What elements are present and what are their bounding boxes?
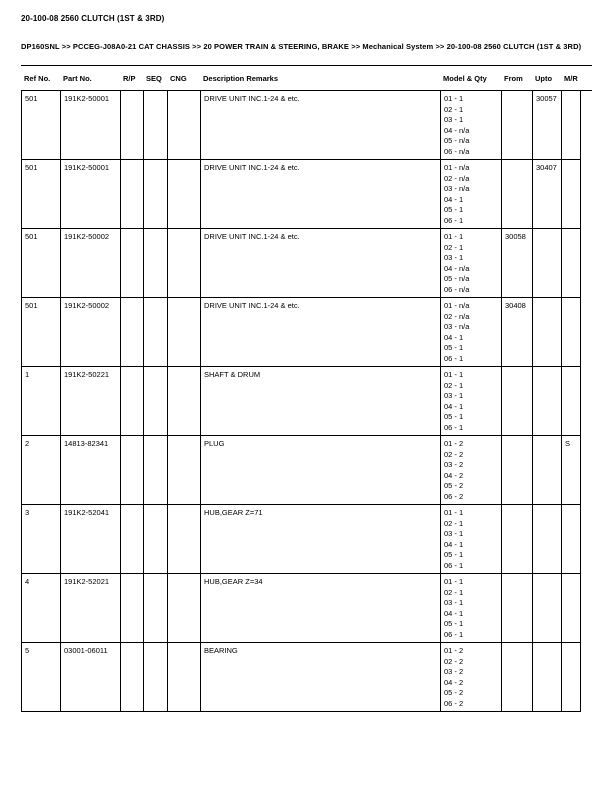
model-qty-line: 02 - n/a [444, 311, 470, 321]
part-no-cell: 03001-06011 [61, 643, 121, 712]
table-row [22, 643, 581, 712]
ref-no-cell: 501 [22, 229, 61, 298]
model-qty-line: 02 - 1 [444, 587, 464, 597]
description-cell: DRIVE UNIT INC.1-24 & etc. [201, 229, 441, 298]
model-qty-line: 03 - 1 [444, 253, 464, 262]
model-qty-line: 04 - 2 [444, 470, 464, 480]
upto-cell [533, 574, 562, 643]
model-qty-line: 05 - 1 [444, 412, 464, 421]
rp-cell [121, 367, 144, 436]
model-qty-line: 03 - 1 [444, 115, 464, 124]
from-cell [502, 91, 533, 160]
model-qty-line: 03 - 1 [444, 529, 464, 538]
col-header-model-qty: Model & Qty [443, 73, 487, 83]
model-qty-line: 01 - 1 [444, 94, 464, 103]
model-qty-line: 05 - 1 [444, 205, 464, 214]
model-qty-line: 04 - 1 [444, 194, 464, 204]
table-row [22, 505, 581, 574]
table-row [22, 91, 581, 160]
from-cell: 30058 [502, 229, 533, 298]
model-qty-line: 05 - n/a [444, 274, 470, 283]
model-qty-line: 02 - 1 [444, 518, 464, 528]
seq-cell [144, 298, 168, 367]
rp-cell [121, 160, 144, 229]
col-header-from: From [504, 73, 523, 83]
description-cell: HUB,GEAR Z=34 [201, 574, 441, 643]
from-cell: 30408 [502, 298, 533, 367]
model-qty-line: 05 - 2 [444, 688, 464, 697]
mr-cell: S [562, 436, 581, 505]
model-qty-line: 05 - 1 [444, 343, 464, 352]
from-cell [502, 505, 533, 574]
part-no-cell: 191K2-50221 [61, 367, 121, 436]
model-qty-line: 05 - 1 [444, 619, 464, 628]
model-qty-cell [441, 505, 502, 574]
model-qty-line: 01 - n/a [444, 163, 470, 172]
model-qty-line: 01 - 2 [444, 439, 464, 448]
model-qty-line: 04 - 1 [444, 401, 464, 411]
mr-cell [562, 229, 581, 298]
mr-cell [562, 574, 581, 643]
col-header-rp: R/P [123, 73, 136, 83]
model-qty-line: 06 - 1 [444, 353, 464, 363]
mr-cell [562, 160, 581, 229]
part-no-cell: 191K2-50002 [61, 229, 121, 298]
cng-cell [168, 643, 201, 712]
col-header-description: Description Remarks [203, 73, 279, 83]
model-qty-line: 04 - n/a [444, 125, 470, 135]
ref-no-cell: 4 [22, 574, 61, 643]
part-no-cell: 14813-82341 [61, 436, 121, 505]
model-qty-line: 06 - 2 [444, 491, 464, 501]
seq-cell [144, 436, 168, 505]
rp-cell [121, 229, 144, 298]
model-qty-cell [441, 574, 502, 643]
breadcrumb: DP160SNL >> PCCEG-J08A0-21 CAT CHASSIS >> 20 POWER TRAIN & STEERING, BRAKE >> Mechanical System >> 20-100-08 2560 CLUTCH (1ST & 3RD) [21, 42, 582, 51]
model-qty-line: 04 - 1 [444, 539, 464, 549]
model-qty-cell [441, 229, 502, 298]
rp-cell [121, 574, 144, 643]
description-cell: PLUG [201, 436, 441, 505]
cng-cell [168, 436, 201, 505]
model-qty-cell [441, 160, 502, 229]
model-qty-line: 06 - 1 [444, 422, 464, 432]
model-qty-line: 03 - n/a [444, 184, 470, 193]
ref-no-cell: 3 [22, 505, 61, 574]
model-qty-line: 06 - 1 [444, 560, 464, 570]
model-qty-line: 03 - 2 [444, 667, 464, 676]
model-qty-line: 01 - n/a [444, 301, 470, 310]
from-cell [502, 436, 533, 505]
seq-cell [144, 367, 168, 436]
upto-cell [533, 367, 562, 436]
description-cell: DRIVE UNIT INC.1-24 & etc. [201, 160, 441, 229]
description-cell: SHAFT & DRUM [201, 367, 441, 436]
cng-cell [168, 160, 201, 229]
col-header-upto: Upto [535, 73, 553, 83]
seq-cell [144, 643, 168, 712]
model-qty-line: 03 - n/a [444, 322, 470, 331]
ref-no-cell: 501 [22, 298, 61, 367]
description-cell: BEARING [201, 643, 441, 712]
model-qty-line: 02 - 1 [444, 104, 464, 114]
part-no-cell: 191K2-50001 [61, 91, 121, 160]
cng-cell [168, 91, 201, 160]
description-cell: DRIVE UNIT INC.1-24 & etc. [201, 91, 441, 160]
page-title: 20-100-08 2560 CLUTCH (1ST & 3RD) [21, 14, 165, 23]
model-qty-line: 04 - 1 [444, 608, 464, 618]
model-qty-line: 01 - 1 [444, 577, 464, 586]
model-qty-cell [441, 643, 502, 712]
upto-cell [533, 505, 562, 574]
upto-cell [533, 298, 562, 367]
ref-no-cell: 501 [22, 160, 61, 229]
col-header-seq: SEQ [146, 73, 162, 83]
model-qty-line: 03 - 1 [444, 598, 464, 607]
model-qty-line: 05 - 2 [444, 481, 464, 490]
upto-cell: 30407 [533, 160, 562, 229]
ref-no-cell: 5 [22, 643, 61, 712]
table-row [22, 229, 581, 298]
upto-cell [533, 436, 562, 505]
upto-cell: 30057 [533, 91, 562, 160]
model-qty-line: 02 - 2 [444, 449, 464, 459]
seq-cell [144, 229, 168, 298]
cng-cell [168, 298, 201, 367]
model-qty-line: 02 - 1 [444, 380, 464, 390]
upto-cell [533, 229, 562, 298]
mr-cell [562, 91, 581, 160]
rp-cell [121, 643, 144, 712]
model-qty-line: 06 - 2 [444, 698, 464, 708]
rp-cell [121, 505, 144, 574]
model-qty-line: 02 - 1 [444, 242, 464, 252]
rp-cell [121, 298, 144, 367]
model-qty-line: 01 - 1 [444, 232, 464, 241]
table-row [22, 574, 581, 643]
model-qty-line: 02 - n/a [444, 173, 470, 183]
model-qty-line: 03 - 1 [444, 391, 464, 400]
description-cell: HUB,GEAR Z=71 [201, 505, 441, 574]
seq-cell [144, 505, 168, 574]
seq-cell [144, 91, 168, 160]
cng-cell [168, 574, 201, 643]
description-cell: DRIVE UNIT INC.1-24 & etc. [201, 298, 441, 367]
model-qty-cell [441, 298, 502, 367]
table-header-row [21, 66, 592, 90]
model-qty-line: 04 - 1 [444, 332, 464, 342]
table-row [22, 298, 581, 367]
rp-cell [121, 91, 144, 160]
part-no-cell: 191K2-52041 [61, 505, 121, 574]
mr-cell [562, 298, 581, 367]
model-qty-line: 01 - 1 [444, 370, 464, 379]
model-qty-line: 05 - 1 [444, 550, 464, 559]
part-no-cell: 191K2-52021 [61, 574, 121, 643]
table-row [22, 367, 581, 436]
table-row [22, 436, 581, 505]
mr-cell [562, 505, 581, 574]
model-qty-cell [441, 436, 502, 505]
model-qty-line: 01 - 1 [444, 508, 464, 517]
ref-no-cell: 1 [22, 367, 61, 436]
parts-table [21, 91, 581, 712]
model-qty-line: 02 - 2 [444, 656, 464, 666]
part-no-cell: 191K2-50002 [61, 298, 121, 367]
model-qty-cell [441, 91, 502, 160]
rp-cell [121, 436, 144, 505]
cng-cell [168, 229, 201, 298]
col-header-cng: CNG [170, 73, 187, 83]
col-header-part-no: Part No. [63, 73, 92, 83]
col-header-ref-no: Ref No. [24, 73, 51, 83]
seq-cell [144, 160, 168, 229]
mr-cell [562, 367, 581, 436]
from-cell [502, 574, 533, 643]
model-qty-line: 05 - n/a [444, 136, 470, 145]
from-cell [502, 643, 533, 712]
model-qty-line: 06 - 1 [444, 629, 464, 639]
from-cell [502, 367, 533, 436]
model-qty-line: 04 - 2 [444, 677, 464, 687]
model-qty-cell [441, 367, 502, 436]
seq-cell [144, 574, 168, 643]
model-qty-line: 06 - n/a [444, 146, 470, 156]
cng-cell [168, 505, 201, 574]
ref-no-cell: 2 [22, 436, 61, 505]
upto-cell [533, 643, 562, 712]
model-qty-line: 03 - 2 [444, 460, 464, 469]
from-cell [502, 160, 533, 229]
mr-cell [562, 643, 581, 712]
cng-cell [168, 367, 201, 436]
model-qty-line: 06 - n/a [444, 284, 470, 294]
col-header-mr: M/R [564, 73, 578, 83]
model-qty-line: 06 - 1 [444, 215, 464, 225]
part-no-cell: 191K2-50001 [61, 160, 121, 229]
table-row [22, 160, 581, 229]
model-qty-line: 04 - n/a [444, 263, 470, 273]
model-qty-line: 01 - 2 [444, 646, 464, 655]
ref-no-cell: 501 [22, 91, 61, 160]
